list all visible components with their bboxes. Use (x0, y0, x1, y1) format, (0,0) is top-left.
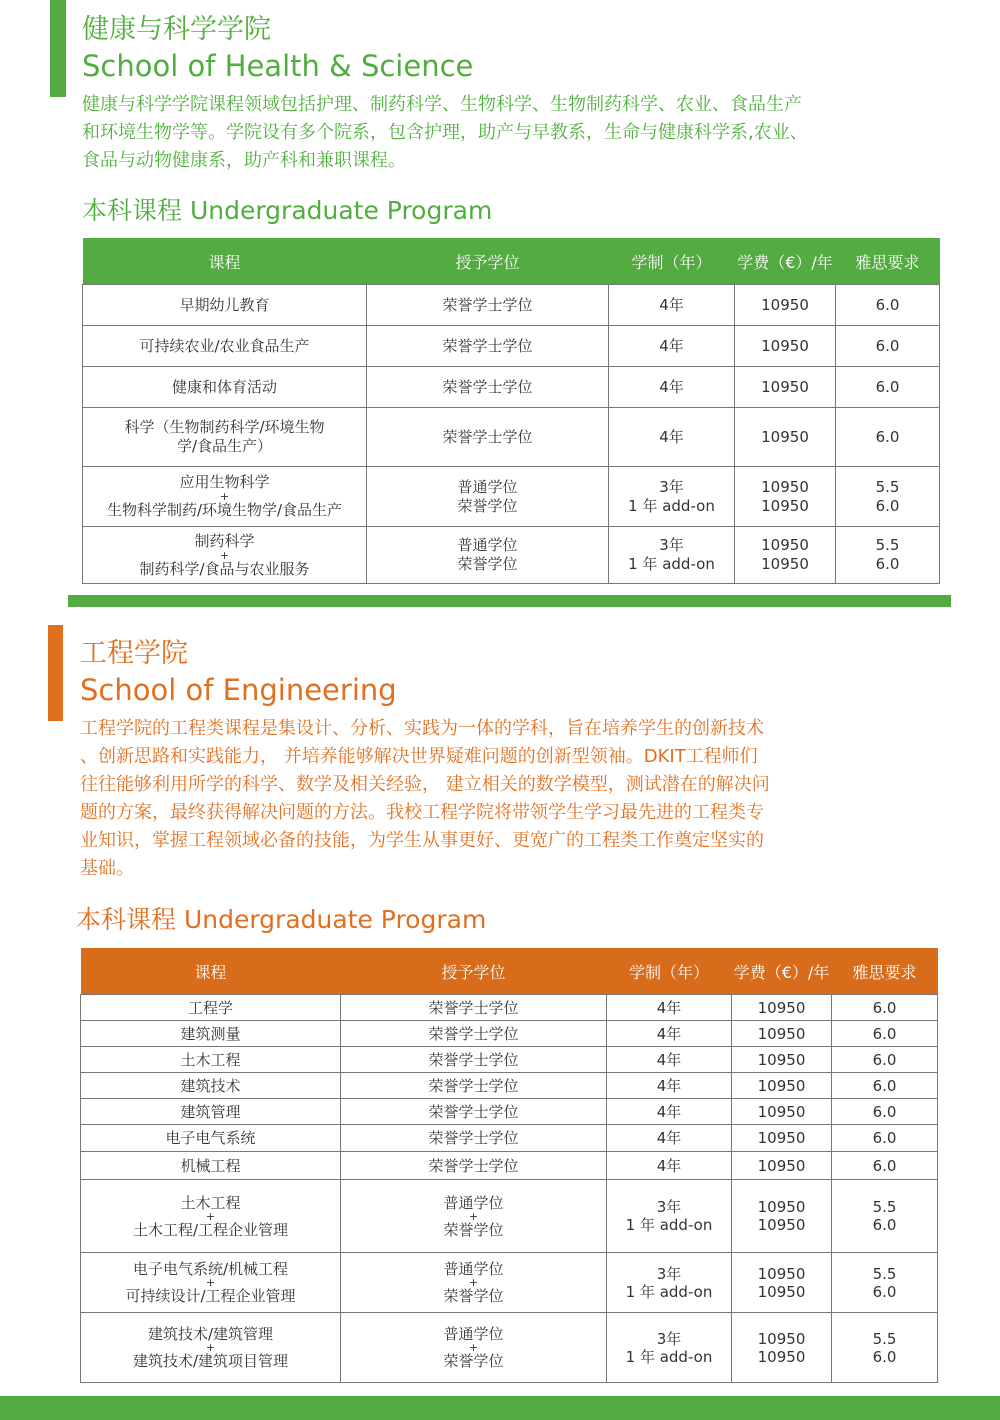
cell-text: 荣誉学士学位 (442, 336, 533, 355)
cell-degree (367, 285, 609, 326)
cell-ielts (836, 527, 940, 584)
cell-course (81, 1313, 341, 1383)
cell-duration (609, 285, 735, 326)
cell-duration (609, 408, 735, 467)
cell-text: 6.0 (872, 1129, 897, 1147)
cell-text: 制药科学 (194, 531, 255, 550)
cell-text: 建筑技术 (180, 1076, 241, 1095)
table-row (83, 367, 940, 408)
cell-course (81, 1021, 341, 1047)
cell-fee (735, 367, 836, 408)
cell-ielts (836, 367, 940, 408)
cell-degree (341, 1313, 607, 1383)
table-row (81, 1125, 938, 1152)
cell-degree (341, 995, 607, 1021)
cell-text: 3年 (656, 1198, 682, 1216)
cell-text: 荣誉学士学位 (428, 998, 519, 1017)
cell-text: 荣誉学位 (443, 1287, 504, 1305)
footer-bar (0, 1396, 1000, 1420)
table-row (83, 408, 940, 467)
engineering-program-table (80, 948, 938, 1383)
cell-duration (607, 1152, 732, 1180)
cell-course (81, 1253, 341, 1313)
cell-text: 6.0 (875, 496, 900, 515)
cell-text: 4年 (656, 1024, 682, 1043)
table-row (83, 467, 940, 527)
cell-duration (607, 1099, 732, 1125)
cell-text: + (205, 1209, 216, 1223)
cell-fee (735, 467, 836, 527)
cell-fee (735, 326, 836, 367)
cell-text: 10950 (761, 377, 809, 396)
cell-text: 荣誉学士学位 (442, 295, 533, 314)
cell-text: 6.0 (872, 1216, 897, 1234)
cell-fee (732, 1021, 832, 1047)
cell-text: 科学（生物制药科学/环境生物 (124, 418, 325, 436)
cell-text: 3年 (659, 477, 684, 496)
cell-fee (732, 1073, 832, 1099)
cell-text: 6.0 (872, 998, 897, 1017)
cell-text: 荣誉学士学位 (428, 1024, 519, 1043)
cell-text: 电子电气系统/机械工程 (132, 1260, 289, 1278)
cell-text: 10950 (761, 427, 809, 446)
cell-text: 荣誉学位 (457, 555, 518, 573)
cell-text: 10950 (757, 1076, 806, 1095)
cell-text: 3年 (656, 1329, 682, 1348)
engineering-description: 工程学院的工程类课程是集设计、分析、实践为一体的学科，旨在培养学生的创新技术 、创新思路和实践能力， 并培养能够解决世界疑难问题的创新型领袖。DKIT工程师们 往往能够利用所学的科学、数学及相关经验， 建立相关的数学模型，测试潜在的解决问 题的方案，最终获得解决问题的方法。我校工程学院将带领学生学习最先进的工程类专 业知识，掌握工程领域必备的技能，为学生从事更好、更宽广的工程类工作奠定坚实的 基础。 (80, 718, 770, 879)
cell-text: 10950 (757, 1264, 806, 1283)
column-header: 雅思要求 (836, 238, 940, 285)
cell-ielts (836, 326, 940, 367)
cell-text: 5.5 (872, 1264, 897, 1283)
cell-text: 荣誉学士学位 (428, 1050, 519, 1069)
cell-text: 土木工程/工程企业管理 (132, 1220, 289, 1239)
cell-course (83, 367, 367, 408)
cell-fee (732, 1125, 832, 1152)
cell-course (83, 285, 367, 326)
cell-text: 健康和体育活动 (171, 377, 277, 396)
cell-course (81, 1180, 341, 1253)
cell-text: 1 年 add-on (625, 1216, 713, 1234)
cell-text: 建筑管理 (180, 1102, 241, 1121)
section-accent-bar (48, 625, 63, 721)
cell-text: 6.0 (872, 1347, 897, 1366)
cell-duration (609, 367, 735, 408)
cell-degree (367, 326, 609, 367)
cell-course (81, 1073, 341, 1099)
cell-fee (732, 1313, 832, 1383)
health-program-title: 本科课程 Undergraduate Program (82, 196, 493, 225)
cell-text: 制药科学/食品与农业服务 (139, 559, 310, 578)
cell-text: 4年 (656, 998, 682, 1017)
cell-text: 普通学位 (457, 477, 518, 496)
cell-ielts (832, 1099, 938, 1125)
cell-degree (341, 1152, 607, 1180)
cell-text: 6.0 (872, 1102, 897, 1121)
cell-text: + (219, 490, 230, 503)
cell-fee (732, 1047, 832, 1073)
cell-course (81, 1047, 341, 1073)
cell-duration (607, 1047, 732, 1073)
cell-text: 6.0 (875, 377, 900, 396)
cell-text: 4年 (659, 377, 684, 396)
cell-course (81, 1099, 341, 1125)
cell-ielts (836, 285, 940, 326)
cell-degree (341, 1021, 607, 1047)
cell-text: 6.0 (875, 555, 900, 573)
cell-text: 6.0 (872, 1050, 897, 1069)
cell-text: 土木工程 (180, 1193, 241, 1212)
cell-ielts (832, 1021, 938, 1047)
table-row (81, 995, 938, 1021)
cell-duration (609, 326, 735, 367)
column-header: 授予学位 (367, 238, 609, 285)
cell-text: 1 年 add-on (625, 1282, 713, 1301)
health-program-table (82, 238, 940, 584)
cell-text: 可持续农业/农业食品生产 (139, 336, 310, 355)
cell-text: 荣誉学位 (457, 496, 518, 515)
cell-text: 3年 (659, 536, 684, 554)
cell-text: 4年 (659, 336, 684, 355)
column-header: 学制（年） (607, 948, 732, 995)
cell-text: 5.5 (872, 1198, 897, 1216)
cell-text: 6.0 (875, 336, 900, 355)
cell-text: + (205, 1276, 216, 1289)
cell-text: 普通学位 (443, 1260, 504, 1278)
cell-text: 电子电气系统 (165, 1129, 256, 1147)
cell-ielts (832, 1152, 938, 1180)
cell-text: 4年 (656, 1129, 682, 1147)
cell-text: 4年 (656, 1102, 682, 1121)
cell-text: 4年 (659, 295, 684, 314)
cell-course (81, 1152, 341, 1180)
engineering-title-en: School of Engineering (80, 673, 397, 707)
cell-text: 1 年 add-on (628, 555, 715, 573)
cell-course (83, 467, 367, 527)
cell-text: 6.0 (872, 1156, 897, 1175)
cell-text: 荣誉学士学位 (428, 1129, 519, 1147)
health-title-en: School of Health & Science (82, 49, 474, 83)
cell-course (83, 527, 367, 584)
cell-text: 建筑测量 (180, 1024, 241, 1043)
table-row (83, 285, 940, 326)
cell-text: + (468, 1209, 479, 1223)
cell-duration (609, 527, 735, 584)
table-row (81, 1021, 938, 1047)
cell-text: 10950 (757, 1329, 806, 1348)
cell-degree (367, 408, 609, 467)
cell-text: 5.5 (875, 477, 900, 496)
column-header: 课程 (83, 238, 367, 285)
table-row (81, 1152, 938, 1180)
cell-text: 工程学 (187, 998, 233, 1017)
cell-text: + (205, 1341, 216, 1354)
cell-text: 普通学位 (443, 1193, 504, 1212)
cell-fee (732, 995, 832, 1021)
cell-fee (732, 1253, 832, 1313)
cell-text: 6.0 (872, 1076, 897, 1095)
cell-duration (607, 1253, 732, 1313)
cell-text: 普通学位 (443, 1325, 504, 1343)
cell-text: 10950 (757, 1024, 806, 1043)
cell-degree (341, 1125, 607, 1152)
cell-text: 10950 (757, 1129, 806, 1147)
cell-text: 生物科学制药/环境生物学/食品生产 (106, 501, 343, 519)
column-header: 课程 (81, 948, 341, 995)
cell-fee (735, 285, 836, 326)
cell-ielts (836, 467, 940, 527)
cell-degree (341, 1047, 607, 1073)
cell-text: 荣誉学士学位 (428, 1156, 519, 1175)
cell-ielts (832, 1313, 938, 1383)
cell-text: 学/食品生产） (176, 437, 273, 455)
cell-ielts (832, 995, 938, 1021)
cell-degree (341, 1099, 607, 1125)
cell-duration (607, 995, 732, 1021)
cell-degree (367, 367, 609, 408)
cell-text: 6.0 (872, 1024, 897, 1043)
cell-fee (735, 527, 836, 584)
cell-text: 6.0 (875, 427, 900, 446)
cell-course (81, 1125, 341, 1152)
cell-ielts (832, 1073, 938, 1099)
cell-text: 4年 (656, 1076, 682, 1095)
cell-text: 10950 (761, 477, 809, 496)
cell-text: 10950 (757, 998, 806, 1017)
cell-fee (732, 1180, 832, 1253)
cell-fee (735, 408, 836, 467)
cell-text: 1 年 add-on (625, 1347, 713, 1366)
column-header: 学费（€）/年 (735, 238, 836, 285)
cell-text: 机械工程 (180, 1156, 241, 1175)
cell-text: 10950 (757, 1347, 806, 1366)
cell-text: 6.0 (875, 295, 900, 314)
table-header-row (83, 238, 940, 285)
cell-text: 荣誉学位 (443, 1352, 504, 1370)
cell-ielts (832, 1047, 938, 1073)
cell-text: 普通学位 (457, 536, 518, 554)
engineering-title-cn: 工程学院 (80, 638, 188, 669)
column-header: 授予学位 (341, 948, 607, 995)
cell-degree (341, 1253, 607, 1313)
cell-ielts (832, 1180, 938, 1253)
cell-text: 1 年 add-on (628, 496, 715, 515)
column-header: 雅思要求 (832, 948, 938, 995)
cell-text: 10950 (757, 1050, 806, 1069)
cell-duration (607, 1125, 732, 1152)
cell-text: 10950 (757, 1282, 806, 1301)
table-row (81, 1047, 938, 1073)
table-row (81, 1099, 938, 1125)
cell-text: + (468, 1276, 479, 1289)
cell-text: 10950 (761, 496, 809, 515)
cell-text: 10950 (761, 336, 809, 355)
health-description: 健康与科学学院课程领域包括护理、制药科学、生物科学、生物制药科学、农业、食品生产 和环境生物学等。学院设有多个院系，包含护理，助产与早教系，生命与健康科学系,农业、 食品与动物健康系，助产科和兼职课程。 (82, 94, 808, 171)
health-title-cn: 健康与科学学院 (82, 14, 271, 45)
cell-text: 荣誉学士学位 (428, 1102, 519, 1121)
cell-ielts (832, 1253, 938, 1313)
cell-text: 建筑技术/建筑管理 (147, 1325, 274, 1343)
cell-text: 荣誉学士学位 (442, 427, 533, 446)
table-header-row (81, 948, 938, 995)
cell-text: 10950 (757, 1216, 806, 1234)
cell-text: 土木工程 (180, 1050, 241, 1069)
cell-text: 4年 (659, 427, 684, 446)
cell-text: + (468, 1341, 479, 1354)
table-row (81, 1180, 938, 1253)
table-row (81, 1313, 938, 1383)
cell-text: 10950 (761, 295, 809, 314)
cell-text: 荣誉学位 (443, 1220, 504, 1239)
table-row (83, 527, 940, 584)
cell-duration (609, 467, 735, 527)
cell-text: 建筑技术/建筑项目管理 (132, 1352, 289, 1370)
cell-text: 10950 (757, 1198, 806, 1216)
column-header: 学制（年） (609, 238, 735, 285)
cell-text: 4年 (656, 1156, 682, 1175)
cell-text: 10950 (757, 1102, 806, 1121)
cell-fee (732, 1099, 832, 1125)
cell-course (83, 408, 367, 467)
table-row (81, 1073, 938, 1099)
cell-degree (341, 1073, 607, 1099)
cell-fee (732, 1152, 832, 1180)
cell-degree (367, 527, 609, 584)
cell-degree (341, 1180, 607, 1253)
cell-course (83, 326, 367, 367)
table-row (81, 1253, 938, 1313)
cell-duration (607, 1021, 732, 1047)
cell-text: 荣誉学士学位 (428, 1076, 519, 1095)
engineering-program-title: 本科课程 Undergraduate Program (76, 905, 487, 934)
cell-text: 5.5 (875, 536, 900, 554)
cell-text: 10950 (761, 536, 809, 554)
cell-text: 10950 (757, 1156, 806, 1175)
cell-duration (607, 1313, 732, 1383)
cell-text: 10950 (761, 555, 809, 573)
cell-degree (367, 467, 609, 527)
section-divider-bar (68, 595, 951, 607)
table-row (83, 326, 940, 367)
cell-text: 荣誉学士学位 (442, 377, 533, 396)
cell-text: 6.0 (872, 1282, 897, 1301)
cell-duration (607, 1180, 732, 1253)
cell-text: 3年 (656, 1264, 682, 1283)
cell-text: 早期幼儿教育 (179, 295, 270, 314)
cell-text: 可持续设计/工程企业管理 (125, 1287, 296, 1305)
cell-duration (607, 1073, 732, 1099)
section-accent-bar (50, 0, 66, 97)
cell-course (81, 995, 341, 1021)
cell-text: 5.5 (872, 1329, 897, 1348)
cell-text: 应用生物科学 (179, 473, 270, 491)
cell-text: 4年 (656, 1050, 682, 1069)
cell-ielts (832, 1125, 938, 1152)
column-header: 学费（€）/年 (732, 948, 832, 995)
cell-ielts (836, 408, 940, 467)
cell-text: + (219, 548, 230, 562)
